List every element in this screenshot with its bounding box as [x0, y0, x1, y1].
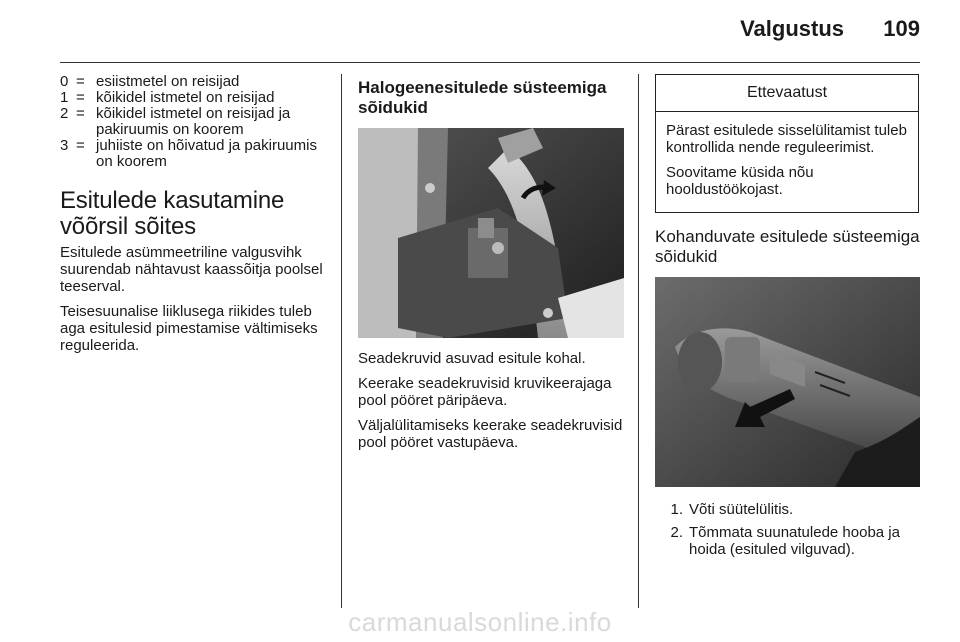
- list-item-equals: =: [76, 137, 85, 154]
- list-item-number: 1: [60, 89, 69, 106]
- section-title: Esitulede kasutamine võõrsil sõites: [60, 187, 285, 240]
- caution-box: [655, 74, 919, 213]
- headlight-illustration: [358, 128, 624, 338]
- step-text: Tõmmata suunatulede hooba ja hoida (esituled vilguvad).: [689, 524, 900, 558]
- list-item-text: kõikidel istmetel on reisijad ja pakiruumis on koorem: [96, 105, 291, 138]
- page-header: [60, 0, 920, 63]
- paragraph: Seadekruvid asuvad esitule kohal.: [358, 350, 586, 367]
- list-item: [60, 106, 328, 138]
- turn-signal-lever-illustration: [655, 277, 920, 487]
- steps-list: [655, 501, 920, 558]
- load-setting-list: [60, 74, 328, 170]
- step-number: 2.: [670, 524, 683, 541]
- column-middle: [358, 74, 626, 459]
- list-item-equals: =: [76, 89, 85, 106]
- paragraph: Esitulede asümmeetriline valgusvihk suurendab nähtavust kaassõitja poolsel teeserval.: [60, 244, 323, 295]
- subheading: Halogeenesitulede süsteemiga sõidukid: [358, 78, 607, 117]
- list-item: [60, 90, 328, 106]
- list-item-equals: =: [76, 73, 85, 90]
- headlight-adjustment-photo: [358, 128, 624, 338]
- list-item-number: 3: [60, 137, 69, 154]
- list-item-text: kõikidel istmetel on reisijad: [96, 89, 275, 106]
- column-right: [655, 74, 920, 564]
- page-title: Valgustus: [740, 16, 844, 41]
- list-item-text: esiistmetel on reisijad: [96, 73, 240, 90]
- subheading: Kohanduvate esitulede süsteemiga sõidukid: [655, 227, 920, 266]
- paragraph: Keerake seadekruvisid kruvikeerajaga pool pööret päripäeva.: [358, 375, 612, 409]
- paragraph: Väljalülitamiseks keerake seadekruvisid pool pööret vastupäeva.: [358, 417, 623, 451]
- list-item: [655, 524, 920, 558]
- caution-paragraph: Soovitame küsida nõu hooldustöökojast.: [666, 164, 814, 198]
- list-item: [60, 74, 328, 90]
- step-number: 1.: [670, 501, 683, 518]
- stalk-lever-photo: [655, 277, 920, 487]
- step-text: Võti süütelülitis.: [689, 501, 794, 518]
- list-item: [655, 501, 920, 518]
- column-divider: [638, 74, 639, 608]
- page-number: 109: [883, 16, 920, 41]
- column-left: [60, 74, 328, 362]
- list-item-text: juhiiste on hõivatud ja pakiruumis on koorem: [96, 137, 317, 170]
- caution-paragraph: Pärast esitulede sisselülitamist tuleb kontrollida nende reguleerimist.: [666, 122, 907, 156]
- list-item-number: 0: [60, 73, 69, 90]
- caution-body: [656, 112, 918, 212]
- list-item: [60, 138, 328, 170]
- watermark: carmanualsonline.info: [348, 607, 612, 637]
- column-divider: [341, 74, 342, 608]
- paragraph: Teisesuunalise liiklusega riikides tuleb aga esitulesid pimestamise vältimiseks reguleerida.: [60, 303, 318, 354]
- list-item-equals: =: [76, 105, 85, 122]
- list-item-number: 2: [60, 105, 69, 122]
- caution-title: Ettevaatust: [656, 75, 918, 112]
